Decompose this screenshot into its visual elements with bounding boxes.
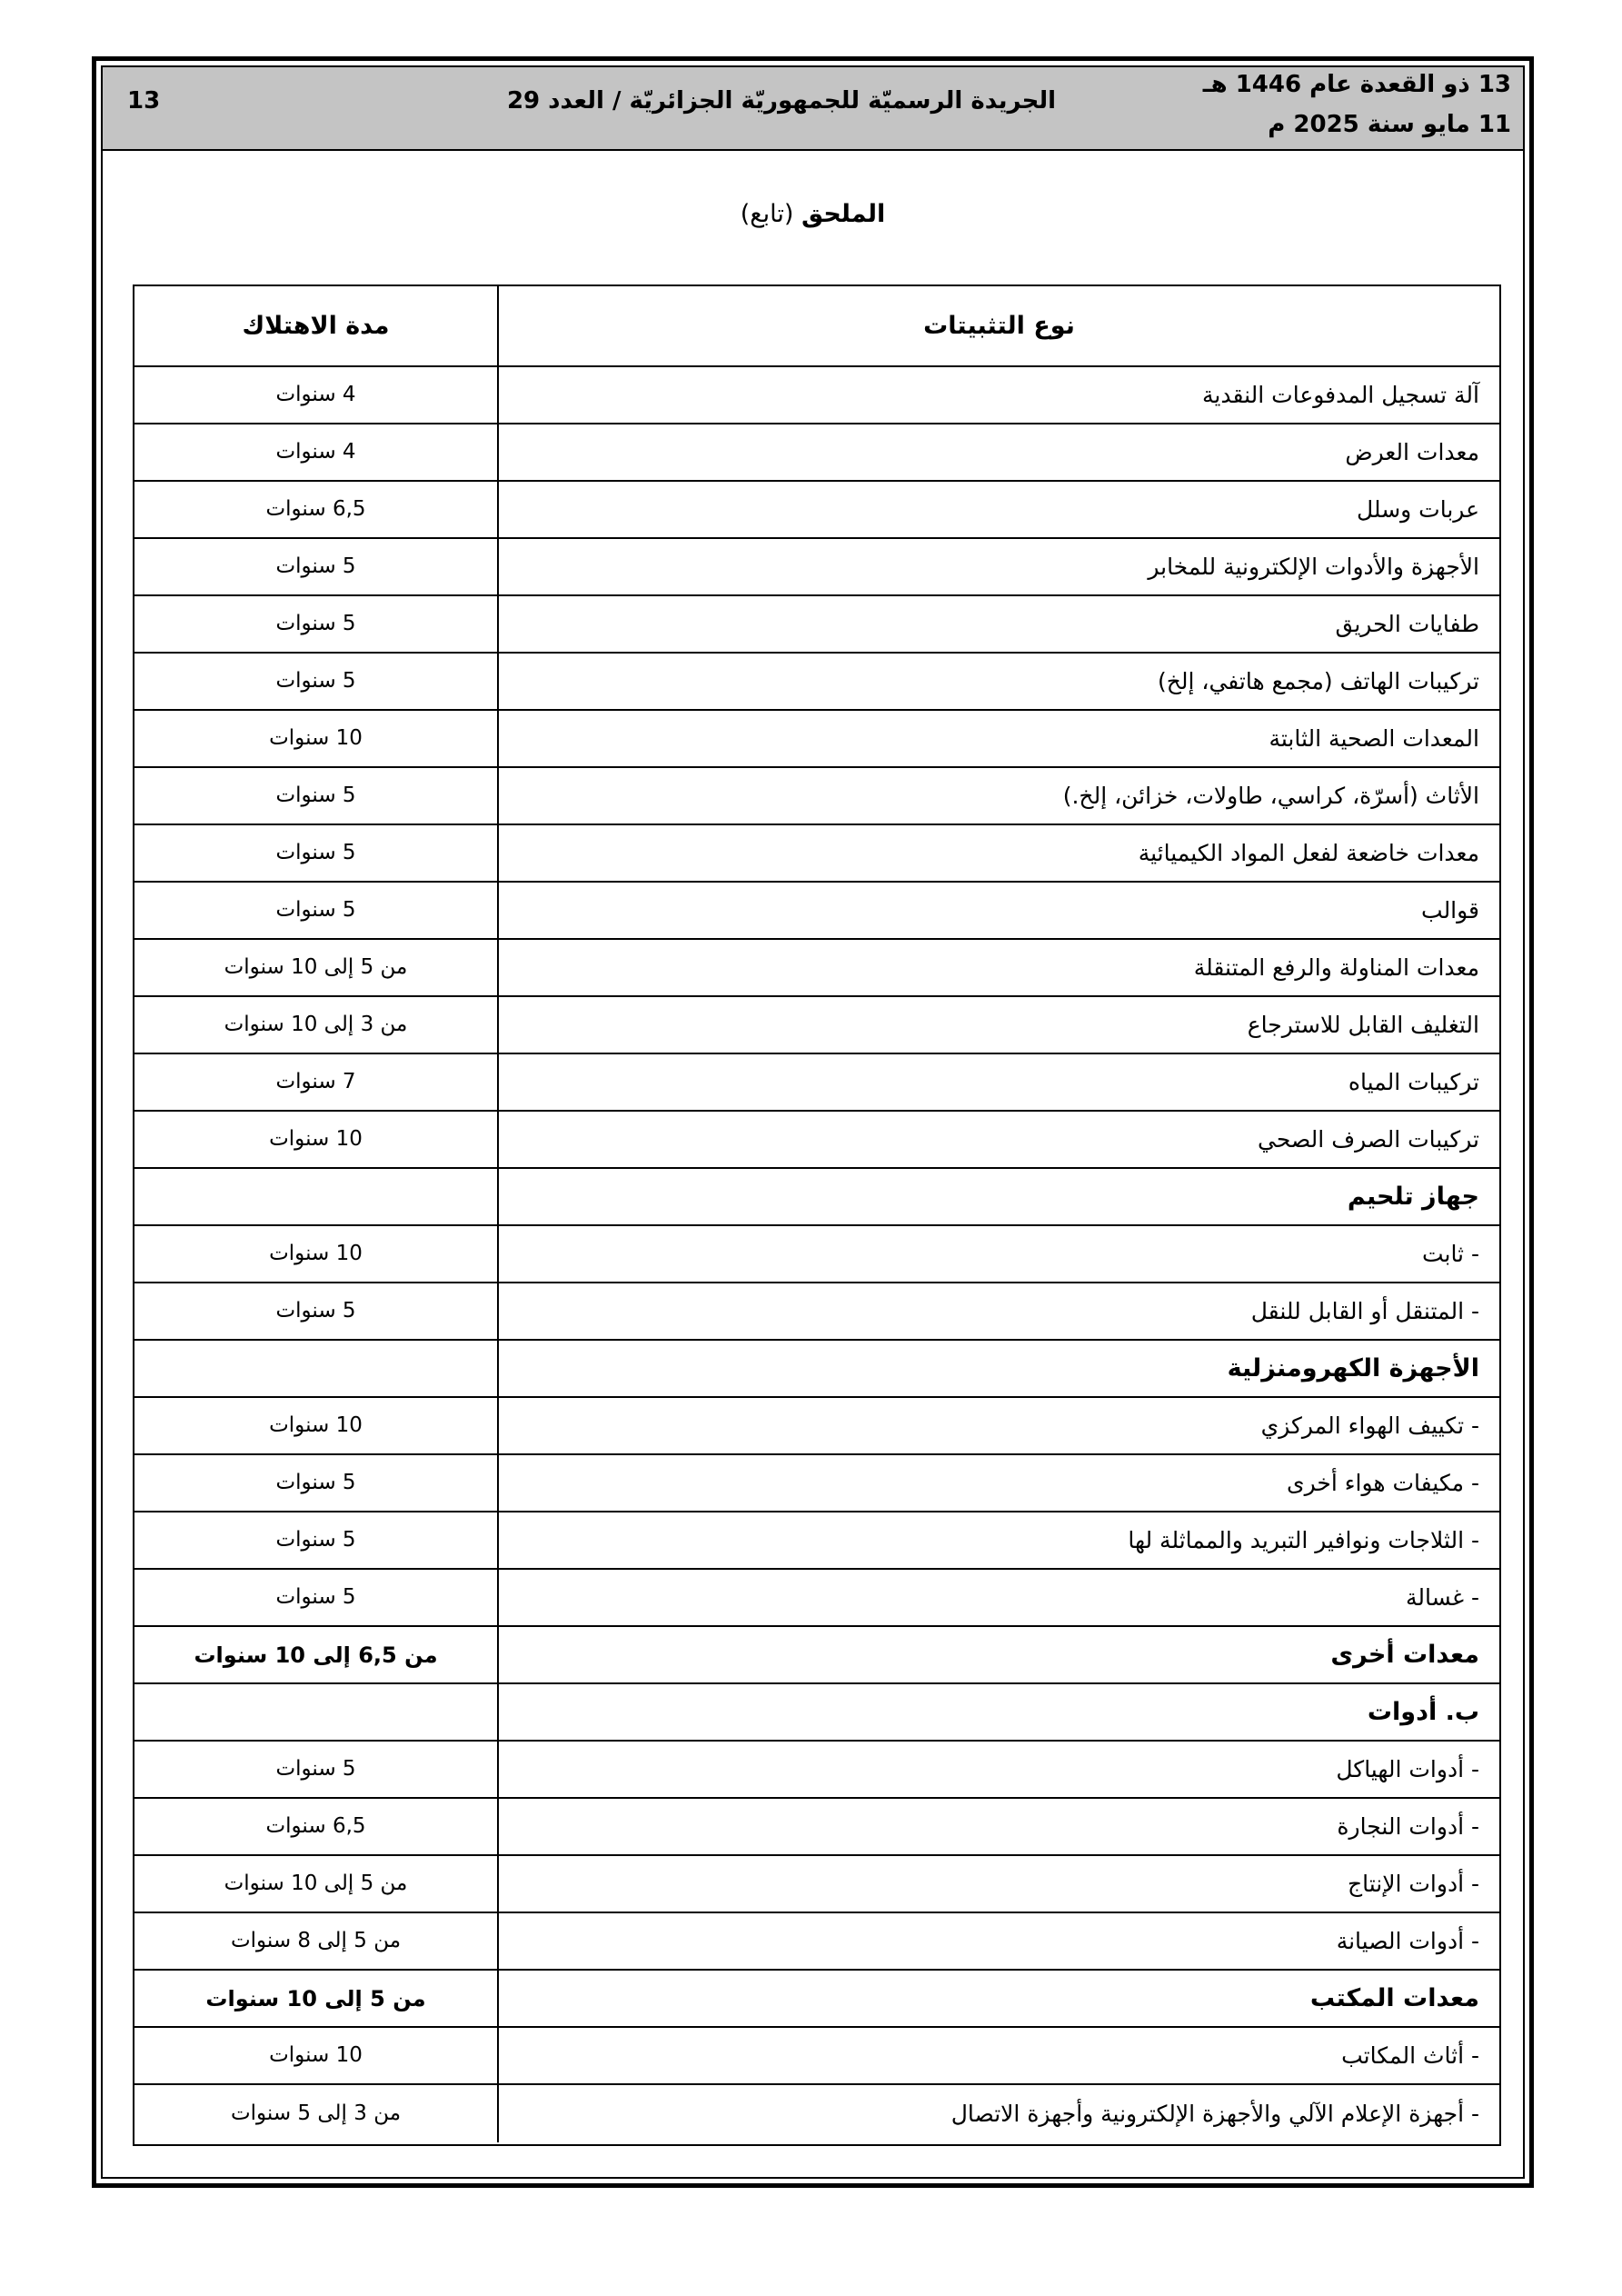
item-cell: - تكييف الهواء المركزي <box>497 1398 1499 1453</box>
duration-cell <box>134 1684 497 1740</box>
item-cell: تركيبات الصرف الصحي <box>497 1112 1499 1167</box>
section-title-cell: الأجهزة الكهرومنزلية <box>497 1341 1499 1396</box>
item-cell: تركيبات المياه <box>497 1054 1499 1110</box>
duration-cell: 6,5 سنوات <box>265 497 366 521</box>
header-duration: مدة الاهتلاك <box>242 312 390 340</box>
section-row <box>134 1341 1499 1398</box>
section-row <box>134 1684 1499 1742</box>
table-header-row <box>134 286 1499 367</box>
duration-cell: 5 سنوات <box>275 1585 356 1609</box>
section-title-cell: ب. أدوات <box>497 1684 1499 1740</box>
item-cell: معدات العرض <box>497 424 1499 480</box>
item-cell: آلة تسجيل المدفوعات النقدية <box>497 367 1499 423</box>
duration-cell: 5 سنوات <box>275 1471 356 1494</box>
duration-cell: 5 سنوات <box>275 1757 356 1781</box>
table-row <box>134 1054 1499 1112</box>
table-row <box>134 424 1499 482</box>
duration-cell: 6,5 سنوات <box>265 1814 366 1838</box>
section-row <box>134 1169 1499 1226</box>
duration-cell: من 5 إلى 8 سنوات <box>230 1929 402 1952</box>
item-cell: - غسالة <box>497 1570 1499 1625</box>
item-cell: عربات وسلل <box>497 482 1499 537</box>
item-cell: المعدات الصحية الثابتة <box>497 711 1499 766</box>
hijri-date: 13 ذو القعدة عام 1446 هـ <box>1202 71 1511 98</box>
item-cell: - أثاث المكاتب <box>497 2028 1499 2083</box>
table-row <box>134 883 1499 940</box>
item-cell: تركيبات الهاتف (مجمع هاتفي، إلخ) <box>497 654 1499 709</box>
item-cell: - ثابت <box>497 1226 1499 1282</box>
duration-cell: 10 سنوات <box>269 1413 363 1437</box>
table-row <box>134 1283 1499 1341</box>
section-row <box>134 1971 1499 2028</box>
page-number: 13 <box>127 87 161 115</box>
duration-cell: 5 سنوات <box>275 841 356 864</box>
item-cell: - أجهزة الإعلام الآلي والأجهزة الإلكترونية وأجهزة الاتصال <box>497 2085 1499 2142</box>
item-cell: - أدوات الصيانة <box>497 1913 1499 1969</box>
table-row <box>134 711 1499 768</box>
duration-cell: 5 سنوات <box>275 1299 356 1323</box>
item-cell: الأجهزة والأدوات الإلكترونية للمخابر <box>497 539 1499 594</box>
table-row <box>134 1742 1499 1799</box>
duration-cell: 5 سنوات <box>275 1528 356 1552</box>
section-title-cell: معدات المكتب <box>497 1971 1499 2026</box>
duration-cell: 10 سنوات <box>269 2043 363 2067</box>
duration-cell: 10 سنوات <box>269 1127 363 1151</box>
table-row <box>134 997 1499 1054</box>
table-row <box>134 1226 1499 1283</box>
table-row <box>134 539 1499 596</box>
table-row <box>134 1398 1499 1455</box>
duration-cell: 4 سنوات <box>275 440 356 464</box>
table-row <box>134 367 1499 424</box>
table-row <box>134 1913 1499 1971</box>
duration-cell: من 3 إلى 10 سنوات <box>224 1013 408 1036</box>
table-row <box>134 654 1499 711</box>
section-title-cell: جهاز تلحيم <box>497 1169 1499 1224</box>
duration-cell: 4 سنوات <box>275 383 356 406</box>
table-row <box>134 1455 1499 1512</box>
item-cell: طفايات الحريق <box>497 596 1499 652</box>
annex-title: الملحق <box>801 200 886 228</box>
annex-subtitle: (تابع) <box>740 200 794 228</box>
gazette-title: الجريدة الرسميّة للجمهوريّة الجزائريّة / العدد 29 <box>506 87 1057 115</box>
duration-cell: 10 سنوات <box>269 1242 363 1265</box>
table-row <box>134 1570 1499 1627</box>
item-cell: الأثاث (أسرّة، كراسي، طاولات، خزائن، إلخ.) <box>497 768 1499 824</box>
table-row <box>134 2085 1499 2142</box>
duration-cell: من 5 إلى 10 سنوات <box>224 1872 408 1895</box>
table-row <box>134 768 1499 825</box>
table-row <box>134 596 1499 654</box>
depreciation-table <box>133 285 1501 2146</box>
section-title-cell: معدات أخرى <box>497 1627 1499 1682</box>
item-cell: - مكيفات هواء أخرى <box>497 1455 1499 1511</box>
item-cell: معدات المناولة والرفع المتنقلة <box>497 940 1499 995</box>
table-row <box>134 825 1499 883</box>
duration-cell: من 5 إلى 10 سنوات <box>224 955 408 979</box>
item-cell: - المتنقل أو القابل للنقل <box>497 1283 1499 1339</box>
item-cell: قوالب <box>497 883 1499 938</box>
duration-cell: 5 سنوات <box>275 784 356 807</box>
item-cell: التغليف القابل للاسترجاع <box>497 997 1499 1053</box>
header-type: نوع التثبيتات <box>497 286 1499 365</box>
table-row <box>134 1512 1499 1570</box>
duration-cell: 5 سنوات <box>275 898 356 922</box>
duration-cell: 5 سنوات <box>275 554 356 578</box>
section-row <box>134 1627 1499 1684</box>
item-cell: - أدوات النجارة <box>497 1799 1499 1854</box>
duration-cell: 10 سنوات <box>269 726 363 750</box>
duration-cell: من 5 إلى 10 سنوات <box>205 1985 426 2011</box>
item-cell: معدات خاضعة لفعل المواد الكيميائية <box>497 825 1499 881</box>
table-row <box>134 482 1499 539</box>
item-cell: - أدوات الإنتاج <box>497 1856 1499 1912</box>
duration-cell: 5 سنوات <box>275 669 356 693</box>
table-row <box>134 1856 1499 1913</box>
gregorian-date: 11 مايو سنة 2025 م <box>1268 111 1511 138</box>
duration-cell <box>134 1169 497 1224</box>
table-row <box>134 940 1499 997</box>
item-cell: - أدوات الهياكل <box>497 1742 1499 1797</box>
duration-cell: من 3 إلى 5 سنوات <box>230 2101 402 2125</box>
table-row <box>134 2028 1499 2085</box>
duration-cell <box>134 1341 497 1396</box>
item-cell: - الثلاجات ونوافير التبريد والمماثلة لها <box>497 1512 1499 1568</box>
duration-cell: 7 سنوات <box>275 1070 356 1093</box>
table-row <box>134 1799 1499 1856</box>
duration-cell: من 6,5 إلى 10 سنوات <box>194 1642 438 1668</box>
duration-cell: 5 سنوات <box>275 612 356 635</box>
annex-heading <box>92 200 1534 229</box>
table-row <box>134 1112 1499 1169</box>
